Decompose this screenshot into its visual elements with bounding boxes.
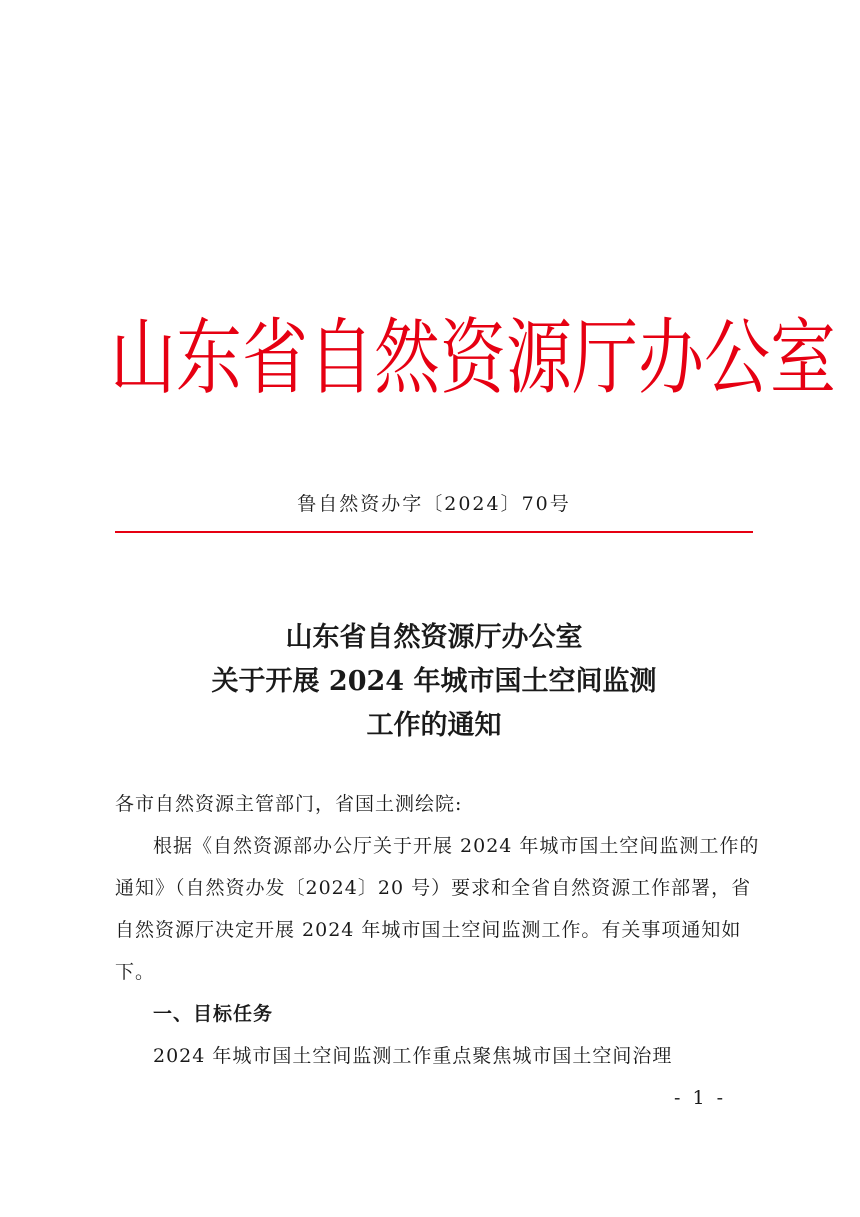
document-number: 鲁自然资办字〔2024〕70号 (297, 493, 571, 515)
title-line-2: 关于开展 2024 年城市国土空间监测 (211, 666, 657, 697)
document-title (115, 616, 753, 748)
salutation: 各市自然资源主管部门，省国土测绘院: (115, 793, 463, 815)
section-heading: 一、目标任务 (153, 1003, 274, 1025)
title-line-3: 工作的通知 (366, 710, 502, 741)
issuer-header: 山东省自然资源厅办公室 (110, 309, 836, 406)
paragraph: 2024 年城市国土空间监测工作重点聚焦城市国土空间治理 (153, 1045, 673, 1067)
page-number: - 1 - (673, 1087, 726, 1109)
paragraph: 根据《自然资源部办公厅关于开展 2024 年城市国土空间监测工作的通知》（自然资办发〔2024〕20 号）要求和全省自然资源工作部署，省自然资源厅决定开展 2024 年城市国土空间监测工作。有关事项通知如下。 (115, 835, 760, 983)
red-divider (115, 531, 753, 533)
document-body (115, 783, 760, 1077)
title-line-1: 山东省自然资源厅办公室 (285, 622, 583, 653)
